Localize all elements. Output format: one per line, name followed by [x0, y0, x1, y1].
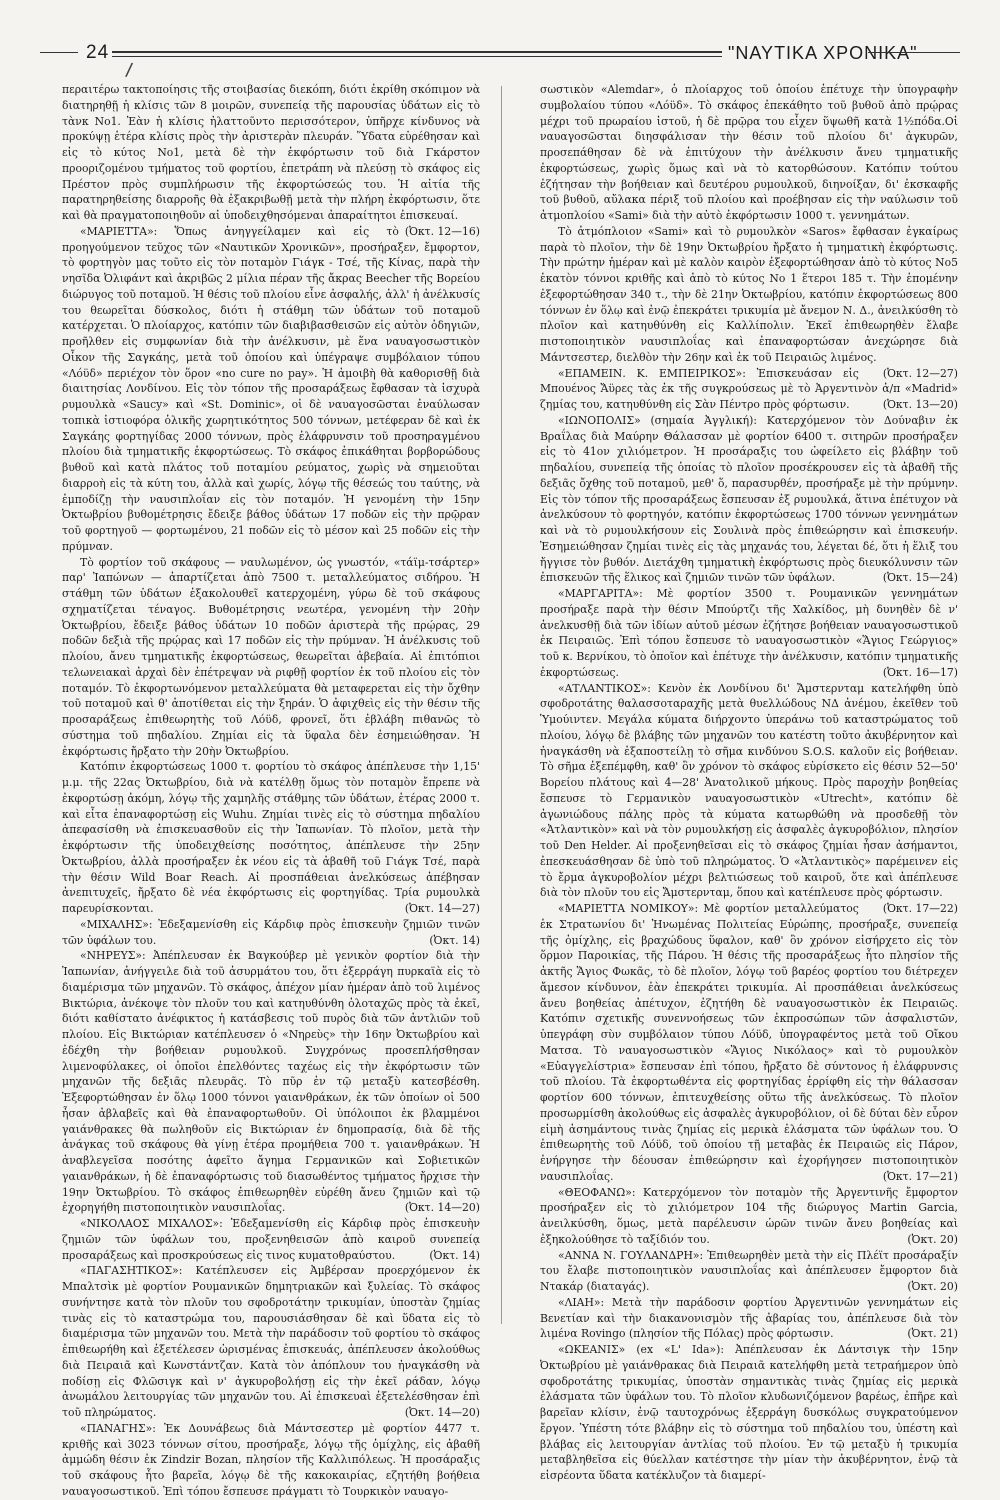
page-header [40, 38, 960, 83]
report-date: (Ὀκτ. 13—20) [882, 398, 958, 411]
article-paragraph [540, 1295, 958, 1342]
paragraph-text: «ΕΠΑΜΕΙΝ. Κ. ΕΜΠΕΙΡΙΚΟΣ»: Ἐπισκευάσαν εἰς Μπουένος Ἄϋρες τὰς ἐκ τῆς συγκρούσεως μὲ τὸ Ἀργεντινὸν ἀ/π «Madrid» ζημίας του, κατηυθύνθη εἰς Σὰν Πέντρο πρὸς φόρτωσιν. [540, 366, 958, 411]
report-date: (Ὀκτ. 16—17) [882, 665, 958, 679]
article-paragraph [62, 82, 480, 238]
handwritten-mark: / [124, 59, 134, 83]
article-paragraph [62, 948, 480, 1216]
article-paragraph [62, 1421, 480, 1500]
paragraph-text: «ΠΑΝΑΓΗΣ»: Ἐκ Δουνάβεως διὰ Μάντσεστερ μὲ φορτίον 4477 τ. κριθῆς καὶ 3023 τόννων σίτου, προσήραξε, λόγῳ τῆς ὁμίχλης, εἰς ἀβαθῆ ἀμμώδη θέσιν ἐκ Zindzir Bozan, πλησίον τῆς Καλλιπόλεως. Ἡ προσάραξις τοῦ σκάφους ἦτο βαρεῖα, λόγῳ δὲ τῆς κακοκαιρίας, εζητήθη βοήθεια ναυαγοσωστικοῦ. Ἐπὶ τόπου ἔσπευσε πράγματι τὸ Τουρκικὸν ναυαγο- [62, 1421, 480, 1498]
report-date: (Ὀκτ. 14) [429, 933, 480, 947]
paragraph-text: «ΠΑΓΑΣΗΤΙΚΟΣ»: Κατέπλευσεν εἰς Ἀμβέρσαν προερχόμενον ἐκ Μπαλτσὶκ μὲ φορτίον Ρουμανικῶν δημητριακῶν καὶ ξυλείας. Τὸ σκάφος συνήντησε κατὰ τὸν πλοῦν του σφοδροτάτην τρικυμίαν, ὑποστὰν ζημίας τινὰς εἰς τὸ καταστρώμα του, παρουσιάσθησαν δὲ καὶ ὕδατα εἰς τὸ διαμέρισμα τῶν μηχανῶν του. Μετὰ τὴν παράδοσιν τοῦ φορτίου τὸ σκάφος ἐπιθεωρήθη καὶ ἐξετέλεσεν ὡρισμένας ἐπισκευάς, ἀπέπλευσεν ἀκολούθως διὰ Πειραιᾶ καὶ Κωνστάντζαν. Κατὰ τὸν ἀπόπλουν του ἠναγκάσθη νὰ ποδίσῃ εἰς Φλῶσιγκ καὶ ν' ἀγκυροβολήσῃ εἰς τὴν ἐκεῖ ράδαν, λόγῳ ἀνωμάλου λειτουργίας τῶν μηχανῶν του. Αἱ ἐπισκευαὶ ἐξετελέσθησαν ἐπὶ τοῦ πληρώματος. [62, 1264, 480, 1419]
article-paragraph [540, 1342, 958, 1484]
right-text-column [540, 82, 958, 1482]
magazine-title: "ΝΑΥΤΙΚΑ ΧΡΟΝΙΚΑ" [728, 43, 918, 63]
paragraph-text: «ΝΙΚΟΛΑΟΣ ΜΙΧΑΛΟΣ»: Ἐδεξαμενίσθη εἰς Κάρδιφ πρὸς ἐπισκευὴν ζημιῶν τῶν ὑφάλων του, προξενηθεισῶν ἀπὸ καιροῦ συνεπείᾳ προσαράξεως καὶ προσκρούσεως εἰς τινος κυματοθραύστου. [62, 1217, 480, 1262]
report-date: (Ὀκτ. 12—16) [404, 224, 480, 238]
paragraph-text: «ΛΙΑΗ»: Μετὰ τὴν παράδοσιν φορτίου Ἀργεντινῶν γεννημάτων εἰς Βενετίαν καὶ τὴν διακανονισμὸν τῆς ἀβαρίας του, ἀπέπλευσε διὰ τὸν λιμένα Rovingo (πλησίον τῆς Πόλας) πρὸς φόρτωσιν. [540, 1295, 958, 1341]
article-paragraph [540, 586, 958, 681]
article-paragraph [62, 917, 480, 949]
paragraph-text: Κατόπιν ἐκφορτώσεως 1000 τ. φορτίου τὸ σκάφος ἀπέπλευσε τὴν 1,15' μ.μ. τῆς 22ας Ὀκτωβρίου, διὰ νὰ κατέλθῃ ὅμως τὸν ποταμὸν ἔπρεπε νὰ ἐκφορτώσῃ ἀκόμη, λόγῳ τῆς χαμηλῆς στάθμης τῶν ὑδάτων, ἑτέρας 2000 τ. καὶ εἶτα ἐπαναφορτώσῃ εἰς Wuhu. Ζημίαι τινὲς εἰς τὸ σύστημα πηδαλίου ἀπεφασίσθη νὰ ἐπισκευασθοῦν εἰς τὴν Ἰαπωνίαν. Τὸ πλοῖον, μετὰ τὴν ἐκφόρτωσιν τῆς ὑποδειχθείσης ποσότητος, ἀπέπλευσε τὴν 25ην Ὀκτωβρίου, ἀλλὰ προσήραξεν ἐκ νέου εἰς τὰ ἀβαθῆ τοῦ Γιάγκ Τσέ, παρὰ τὴν θέσιν Wild Boar Reach. Αἱ προσπάθειαι ἀνελκύσεως ἀπέβησαν ἀνεπιτυχεῖς, ἤρξατο δὲ νέα ἐκφόρτωσις εἰς φορτηγίδας. Τρία ρυμουλκὰ παρευρίσκονται. [62, 760, 480, 915]
report-date: (Ὀκτ. 20) [907, 1280, 958, 1293]
report-date: (Ὀκτ. 14—27) [404, 902, 480, 915]
paragraph-text: «ΜΙΧΑΛΗΣ»: Ἐδεξαμενίσθη εἰς Κάρδιφ πρὸς ἐπισκευὴν ζημιῶν τινῶν τῶν ὑφάλων του. [62, 917, 480, 947]
paragraph-text: «ΝΗΡΕΥΣ»: Ἀπέπλευσαν ἐκ Βαγκούβερ μὲ γενικὸν φορτίον διὰ τὴν Ἰαπωνίαν, ἀνήγγειλε διὰ τοῦ ἀσυρμάτου του, ὅτι ἐξερράγη πυρκαϊὰ εἰς τὸ διαμέρισμα τῶν μηχανῶν. Τὸ σκάφος, ἀπέχον μίαν ἡμέραν ἀπὸ τοῦ λιμένος Βικτώρια, ἀνέκοψε τὸν πλοῦν του καὶ κατηυθύνθη ὁλοταχῶς πρὸς τὰ ἐκεῖ, διότι καθίστατο ἀνέφικτος ἡ κατάσβεσις τοῦ πυρὸς διὰ τῶν ἀντλιῶν τοῦ πλοίου. Εἰς Βικτώριαν κατέπλευσεν ὁ «Νηρεὺς» τὴν 16ην Ὀκτωβρίου καὶ ἐδέχθη τὴν βοήθειαν ρυμουλκοῦ. Συγχρόνως προσεπλήσθησαν λιμενοφύλακες, οἱ ὁποῖοι ἐπελθόντες ταχέως εἰς τὴν ἐκφόρτωσιν τῶν μηχανῶν τῆς δεξιᾶς πλευρᾶς. Τὸ πῦρ ἐν τῷ μεταξὺ κατεσβέσθη. Ἐξεφορτώθησαν ἐν ὅλῳ 1000 τόννοι γαιανθράκων, ἐκ τῶν ὁποίων οἱ 500 ἦσαν ἀβλαβεῖς καὶ θὰ ἐπαναφορτωθοῦν. Οἱ ὑπόλοιποι ἐκ βλαμμένοι γαιάνθρακες θὰ πωληθοῦν εἰς Βικτώριαν ἐν δημοπρασίᾳ, διὰ δὲ τῆς ἀνάγκας τοῦ σκάφους θὰ γίνῃ ἑτέρα προμήθεια 700 τ. γαιανθράκων. Ἡ ἀναβλεγεῖσα ποσότης ἀφεῖτο ἄγημα Γερμανικῶν καὶ Σοβιετικῶν γαιανθράκων, ἡ δὲ ἐπαναφόρτωσις τοῦ διασωθέντος τμήματος ἤρχισε τὴν 19ην Ὀκτωβρίου. Τὸ σκάφος ἐπιθεωρηθὲν εὑρέθη ἄνευ ζημιῶν καὶ τῷ ἐχορηγήθη πιστοποιητικὸν ναυσιπλοΐας. [62, 949, 480, 1215]
header-rule-right [868, 52, 960, 53]
article-paragraph [540, 1248, 958, 1295]
article-paragraph [540, 1185, 958, 1248]
paragraph-text: «ΑΤΛΑΝΤΙΚΟΣ»: Κενὸν ἐκ Λονδίνου δι' Ἄμστερνταμ κατελήφθη ὑπὸ σφοδροτάτης θαλασσοταραχῆς μετὰ θυελλώδους ΝΔ ἀνέμου, ἐκεῖθεν τοῦ Ὑμούιντεν. Μεγάλα κύματα διήρχοντο ὑπεράνω τοῦ καταστρώματος τοῦ πλοίου, λόγῳ δὲ βλάβης τῶν μηχανῶν του κατέστη τοῦτο ἀκυβέρνητον καὶ ἠναγκάσθη νὰ ἐξαποστείλῃ τὸ σῆμα κινδύνου S.O.S. καλοῦν εἰς βοήθειαν. Τὸ σῆμα ἐξεπέμφθη, καθ' ὃν χρόνον τὸ σκάφος εὑρίσκετο εἰς θέσιν 52—50' Βορείου πλάτους καὶ 4—28' Ἀνατολικοῦ μήκους. Πρὸς παροχὴν βοηθείας ἔσπευσε τὸ Γερμανικὸν ναυαγοσωστικὸν «Utrecht», κατόπιν δὲ ἀγωνιώδους πάλης πρὸς τὰ κύματα κατωρθώθη νὰ προσδεθῇ τὸν «Ἀτλαντικὸν» καὶ νὰ τὸν ρυμουλκήσῃ εἰς ἀσφαλὲς ἀγκυροβόλιον, πλησίον τοῦ Den Helder. Αἱ προξενηθεῖσαι εἰς τὸ σκάφος ζημίαι ἦσαν ἀσήμαντοι, ἐπεσκευάσθησαν δὲ ὑπὸ τοῦ πληρώματος. Ὁ «Ἀτλαντικὸς» παρέμεινεν εἰς τὸ ἔρμα ἀγκυροβολίον μέχρι βελτιώσεως τοῦ καιροῦ, ὅτε καὶ ἀπέπλευσε διὰ τὸν πλοῦν του εἰς Ἄμστερνταμ, ὅπου καὶ κατέπλευσε πρὸς φόρτωσιν. [540, 681, 958, 900]
report-date: (Ὀκτ. 12—27) [882, 366, 958, 380]
paragraph-text: «ΙΩΝΟΠΟΛΙΣ» (σημαία Ἀγγλική): Κατερχόμενον τὸν Δούναβιν ἐκ Βραΐλας διὰ Μαύρην Θάλασσαν μὲ φορτίον 6400 τ. σιτηρῶν προσήραξεν εἰς τὸ 41ον χιλιόμετρον. Ἡ προσάραξις του ὠφείλετο εἰς βλάβην τοῦ πηδαλίου, συνεπείᾳ τῆς ὁποίας τὸ πλοῖον προσέκρουσεν εἰς τὰ ἀβαθῆ τῆς δεξιᾶς ὄχθης τοῦ ποταμοῦ, μεθ' ὅ, παρασυρθέν, προσήραξε μὲ τὴν πρύμνην. Εἰς τὸν τόπον τῆς προσαράξεως ἔσπευσαν ἐξ ρυμουλκά, ἅτινα ἐπέτυχον νὰ ἀνελκύσουν τὸ φορτηγόν, κατόπιν ἐκφορτώσεως 1700 τόννων γεννημάτων καὶ νὰ τὸ ρυμουλκήσουν εἰς Σουλινὰ πρὸς ἐπιθεώρησιν καὶ ἐπισκευήν. Ἐσημειώθησαν ζημίαι τινὲς εἰς τὰς μηχανάς του, λέγεται δέ, ὅτι ἡ ἕλιξ του ἤγγισε τὸν βυθόν. Διετάχθη τμηματικὴ ἐκφόρτωσις πρὸς διευκόλυνσιν τῶν ἐπισκευῶν τῆς ἕλικος καὶ ζημιῶν τινῶν τῶν ὑφάλων. [540, 413, 958, 585]
header-rule-middle-thin [112, 56, 722, 57]
paragraph-text: «ΜΑΡΙΕΤΤΑ ΝΟΜΙΚΟΥ»: Μὲ φορτίον μεταλλεύματος ἐκ Στρατωνίου δι' Ἡνωμένας Πολιτείας Εὐρώπης, προσήραξε, συνεπείᾳ τῆς ὁμίχλης, εἰς βραχώδους ὕφαλον, καθ' ὃν χρόνον εἰσήρχετο εἰς τὸν ὅρμον Παροικίας, τῆς Πάρου. Ἡ θέσις τῆς προσαράξεως ἦτο πλησίον τῆς ἀκτῆς Ἅγιος Φωκᾶς, τὸ δὲ πλοῖον, λόγῳ τοῦ βαρέος φορτίου του διέτρεχεν ἄμεσον κίνδυνον, ἐὰν ἐπεκράτει τρικυμία. Αἱ προσπάθειαι ἀνελκύσεως ἄνευ βοηθείας ἀπέτυχον, ἐζητήθη δὲ ναυαγοσωστικὸν ἐκ Πειραιῶς. Κατόπιν σχετικῆς συνεννοήσεως τῶν ἐκπροσώπων τῶν ἀσφαλιστῶν, ὑπεγράφη σὺν συμβόλαιον τύπου Λόϋδ, ὑπογραφέντος μετὰ τοῦ Οἴκου Ματσα. Τὸ ναυαγοσωστικὸν «Ἅγιος Νικόλαος» καὶ τὸ ρυμουλκὸν «Εὐαγγελίστρια» ἔσπευσαν ἐπὶ τόπου, ἤρξατο δὲ σύντονος ἡ ἐλάφρυνσις τοῦ πλοίου. Τὰ ἐκφορτωθέντα εἰς φορτηγίδας ἐρρίφθη εἰς τὴν θάλασσαν φορτίον 600 τόννων, ἐπιτευχθείσης οὕτω τῆς ἀνελκύσεως. Τὸ πλοῖον προσωρμίσθη ἀκολούθως εἰς ἀσφαλὲς ἀγκυροβόλιον, οἱ δὲ δύται δὲν εὗρον εἰμὴ ἀσημάντους τινὰς ζημίας εἰς μερικὰ ἐλάσματα τῶν ὑφάλων του. Ὁ ἐπιθεωρητὴς τοῦ Λόϋδ, τοῦ ὁποίου τῇ μεταβὰς ἐκ Πειραιῶς εἰς Πάρον, ἐνήργησε τὴν δέουσαν ἐπιθεώρησιν καὶ ἐχορήγησεν πιστοποιητικὸν ναυσιπλοΐας. [540, 902, 958, 1183]
header-rule-middle [112, 51, 722, 53]
paragraph-text: «ΘΕΟΦΑΝΩ»: Κατερχόμενον τὸν ποταμὸν τῆς Ἀργεντινῆς ἔμφορτον προσήραξεν εἰς τὸ χιλιόμετρον 104 τῆς διώρυγος Martin Garcia, ἀνειλκύσθη, ὅμως, μετὰ παρέλευσιν ὡρῶν τινῶν ἄνευ βοηθείας καὶ ἐξηκολούθησε τὸ ταξίδιόν του. [540, 1185, 958, 1246]
article-paragraph [540, 82, 958, 224]
report-date: (Ὀκτ. 15—24) [882, 571, 958, 585]
paragraph-text: «ΜΑΡΓΑΡΙΤΑ»: Μὲ φορτίον 3500 τ. Ρουμανικῶν γεννημάτων προσήραξε παρὰ τὴν θέσιν Μπούρτζι τῆς Χαλκίδος, μὴ δυνηθὲν δὲ ν' ἀνελκυσθῇ διὰ τῶν ἰδίων αὐτοῦ μέσων ἐζήτησε βοήθειαν ναυαγοσωστικοῦ ἐκ Πειραιῶς. Ἐπὶ τόπου ἔσπευσε τὸ ναυαγοσωστικὸν «Ἅγιος Γεώργιος» τοῦ κ. Βερνίκου, τὸ ὁποῖον καὶ ἐπέτυχε τὴν ἀνέλκυσιν, κατόπιν τμηματικῆς ἐκφορτώσεως. [540, 587, 958, 679]
paragraph-text: «ΩΚΕΑΝΙΣ» (ex «L' Ida»): Ἀπέπλευσαν ἐκ Δάντσιγκ τὴν 15ην Ὀκτωβρίου μὲ γαιάνθρακας διὰ Πειραιᾶ κατελήφθη μετὰ τετραήμερον ὑπὸ σφοδροτάτης τρικυμίας, ὑποστὰν σημαντικὰς τινὰς ζημίας εἰς μερικὰ ἐλάσματα τῶν ὑφάλων του. Τὸ πλοῖον κλυδωνιζόμενον βαρέως, ἐπῆρε καὶ βαρεῖαν κλίσιν, ἐνῷ ταυτοχρόνως ἐξερράγη δυσκόλως συγκρατούμενον ἔργον. Ὑπέστη τότε βλάβην εἰς τὸ σύστημα τοῦ πηδαλίου του, ὑπέστη καὶ βλάβας εἰς λειτουργίαν ἀντλίας τοῦ πλοίου. Ἐν τῷ μεταξὺ ἡ τρικυμία μεταβληθεῖσα εἰς θύελλαν κατέστησε τὴν μίαν τὴν ἀκυβέρνητον, ἐνῷ τὰ εἰσρέοντα ὕδατα κατέκλυζον τὰ διαμερί- [540, 1343, 958, 1482]
article-paragraph [540, 413, 958, 586]
article-paragraph [62, 759, 480, 917]
article-paragraph [62, 224, 480, 555]
left-text-column [62, 82, 480, 1498]
report-date: (Ὀκτ. 17—21) [882, 1169, 958, 1183]
paragraph-text: Τὸ φορτίον τοῦ σκάφους — ναυλωμένον, ὡς γνωστόν, «τάϊμ-τσάρτερ» παρ' Ἰαπώνων — ἀπαρτίζεται ἀπὸ 7500 τ. μεταλλεύματος σιδήρου. Ἡ στάθμη τῶν ὑδάτων ἐξακολουθεῖ κατερχομένη, γύρω δὲ τοῦ σκάφους σχηματίζεται τέναγος. Βυθομέτρησις νεωτέρα, γενομένη τὴν 20ὴν Ὀκτωβρίου, ἔδειξε βάθος ὑδάτων 10 ποδῶν ἀριστερὰ τῆς πρῴρας, 29 ποδῶν δεξιὰ τῆς πρῴρας καὶ 17 ποδῶν εἰς τὴν πρύμναν. Ἡ ἀνέλκυσις τοῦ πλοίου, ἄνευ τμηματικῆς ἐκφορτώσεως, θεωρεῖται ἀβεβαία. Αἱ ἐπιτόπιοι τελωνειακαὶ ἀρχαὶ δὲν ἐπέτρεψαν νὰ ριφθῇ φορτίον ἐκ τοῦ πλοίου εἰς τὸν ποταμόν. Τὸ ἐκφορτωνόμενον μεταλλεύματα θὰ μεταφερεται εἰς τὴν ὄχθην τοῦ ποταμοῦ καὶ θ' ἀποτίθεται εἰς τὴν ξηράν. Ὁ ἀφιχθεὶς εἰς τὴν θέσιν τῆς προσαράξεως ἐπιθεωρητὴς τοῦ Λόϋδ, φρονεῖ, ὅτι ἐβλάβη πιθανῶς τὸ σύστημα τοῦ πηδαλίου. Ζημίαι εἰς τὰ ὕφαλα δὲν ἐσημειώθησαν. Ἡ ἐκφόρτωσις ἤρξατο τὴν 20ὴν Ὀκτωβρίου. [62, 555, 480, 758]
article-paragraph [540, 224, 958, 380]
report-date: (Ὀκτ. 14) [429, 1248, 480, 1262]
paragraph-text: «ΜΑΡΙΕΤΤΑ»: Ὅπως ἀνηγγείλαμεν καὶ εἰς τὸ προηγούμενον τεῦχος τῶν «Ναυτικῶν Χρονικῶν», προσήραξεν, ἔμφορτον, τὸ φορτηγὸν μας τοῦτο εἰς τὸν ποταμὸν Γιάγκ - Τσέ, τῆς Κίνας, παρὰ τὴν νησῖδα Ὀλιφάντ καὶ ἀκριβῶς 2 μίλια πέραν τῆς ἄκρας Beecher τῆς Βορείου διώρυγος τοῦ ποταμοῦ. Ἡ θέσις τοῦ πλοίου εἶνε ἀσφαλής, ἀλλ' ἡ ἀνέλκυσίς του θεωρεῖται δύσκολος, διότι ἡ στάθμη τῶν ὑδάτων τοῦ ποταμοῦ κατέρχεται. Ὁ πλοίαρχος, κατόπιν τῶν διαβιβασθεισῶν εἰς αὐτὸν ὁδηγιῶν, προῆλθεν εἰς συμφωνίαν διὰ τὴν ἀνέλκυσιν, μὲ ἕνα ναυαγοσωστικὸν Οἶκον τῆς Σαγκάης, μετὰ τοῦ ὁποίου καὶ ὑπέγραψε συμβόλαιον τύπου «Λόϋδ» περιέχον τὸν ὅρον «no cure no pay». Ἡ ἀμοιβὴ θὰ καθορισθῇ διὰ διαιτησίας Λονδίνου. Εἰς τὸν τόπον τῆς προσαράξεως ἔφθασαν τὰ ἰσχυρὰ ρυμουλκὰ «Saucy» καὶ «St. Dominic», οἱ δὲ ναυαγοσῶσται ἐναύλωσαν τοπικὰ ἱστιοφόρα ὁλικῆς χωρητικότητος 500 τόννων, μετέφεραν δὲ καὶ ἐκ Σαγκάης φορτηγίδας 2000 τόννων, πρὸς ἐλάφρυνσιν τοῦ προσηραγμένου πλοίου διὰ τμηματικῆς ἐκφορτώσεως. Τὸ σκάφος ἐπικάθηται βορβορώδους βυθοῦ καὶ κατὰ πλάτος τοῦ ποταμίου ρεύματος, χωρὶς νὰ σημειοῦται διαρροὴ εἰς τὰ κύτη του, ἀλλὰ καὶ χωρίς, λόγῳ τῆς θέσεώς του ταύτης, νὰ ἐμποδίζῃ τὴν ναυσιπλοΐαν εἰς τὸν ποταμόν. Ἡ γενομένη τὴν 15ην Ὀκτωβρίου βυθομέτρησις ἔδειξε βάθος ὑδάτων 17 ποδῶν εἰς τὴν πρῷραν τοῦ φορτηγοῦ — φορτωμένου, 21 ποδῶν εἰς τὸ μέσον καὶ 25 ποδῶν εἰς τὴν πρύμναν. [62, 224, 480, 553]
article-paragraph [62, 1216, 480, 1263]
report-date: (Ὀκτ. 14—20) [404, 1201, 480, 1215]
paragraph-text: Τὸ ἀτμόπλοιον «Sami» καὶ τὸ ρυμουλκὸν «Saros» ἔφθασαν ἐγκαίρως παρὰ τὸ πλοῖον, τὴν δὲ 19ην Ὀκτωβρίου ἤρξατο ἡ τμηματικὴ ἐκφόρτωσις. Τὴν πρώτην ἡμέραν καὶ μὲ καλὸν καιρὸν ἐξεφορτώθησαν ἀπὸ τὸ κύτος Νο5 ἑκατὸν τόννοι κριθῆς καὶ ἀπὸ τὸ κύτος Νο 1 ἕτεροι 185 τ. Τὴν ἑπομένην ἐξεφορτώθησαν 340 τ., τὴν δὲ 21ην Ὀκτωβρίου, κατόπιν ἐκφορτώσεως 800 τόννων ἐν ὅλῳ καὶ ἐνῷ ἐπεκράτει τρικυμία μὲ ἄνεμον Ν. Δ., ἀνειλκύσθη τὸ πλοῖον καὶ κατηυθύνθη εἰς Καλλίπολιν. Ἐκεῖ ἐπιθεωρηθὲν ἔλαβε πιστοποιητικὸν ναυσιπλοΐας καὶ ἐπαναφορτώσαν ἀνεχώρησε διὰ Μάντσεστερ, διελθὸν τὴν 26ην καὶ ἐκ τοῦ Πειραιῶς λιμένος. [540, 224, 958, 364]
paragraph-text: σωστικὸν «Alemdar», ὁ πλοίαρχος τοῦ ὁποίου ἐπέτυχε τὴν ὑπογραφὴν συμβολαίου τύπου «Λόϋδ». Τὸ σκάφος ἐπεκάθητο τοῦ βυθοῦ ἀπὸ πρῴρας μέχρι τοῦ πρωραίου ἱστοῦ, ἡ δὲ πρῷρα του εἶχεν ὕψωθῆ κατὰ 1½πόδα.Οἱ ναυαγοσῶσται διησφάλισαν τὴν θέσιν τοῦ πλοίου δι' ἀγκυρῶν, προσεπάθησαν δὲ νὰ ἐπιτύχουν τὴν ἀνέλκυσιν ἄνευ τμηματικῆς ἐκφορτώσεως, χωρὶς ὅμως καὶ νὰ τὸ κατορθώσουν. Κατόπιν τούτου ἐζήτησαν τὴν βοήθειαν καὶ δευτέρου ρυμουλκοῦ, διηνοίξαν, δι' ἐκσκαφῆς τοῦ βυθοῦ, αὔλακα πέριξ τοῦ πλοίου καὶ προέβησαν εἰς τὴν ναύλωσιν τοῦ ἀτμοπλοίου «Sami» διὰ τὴν αὐτὸ ἐκφόρτωσιν 1000 τ. γεννημάτων. [540, 83, 958, 222]
paragraph-text: «ΑΝΝΑ Ν. ΓΟΥΛΑΝΔΡΗ»: Ἐπιθεωρηθὲν μετὰ τὴν εἰς Πλέϊτ προσάραξίν του ἔλαβε πιστοποιητικὸν ναυσιπλοΐας καὶ ἀπέπλευσεν ἔμφορτον διὰ Ντακάρ (διαταγάς). [540, 1248, 958, 1293]
article-paragraph [62, 555, 480, 760]
report-date: (Ὀκτ. 14—20) [404, 1406, 480, 1419]
article-paragraph [540, 901, 958, 1185]
paragraph-text: περαιτέρω τακτοποίησις τῆς στοιβασίας διεκόπη, διότι ἐκρίθη σκόπιμον νὰ διατηρηθῇ ἡ κλίσις τῶν 8 μοιρῶν, συνεπείᾳ τῆς παρουσίας ὑδάτων εἰς τὸ τὰνκ Νο1. Ἐὰν ἡ κλίσις ἠλαττοῦντο περισσότερον, ὑπῆρχε κίνδυνος νὰ προκύψῃ ἑτέρα κλίσις πρὸς τὴν ἀριστερὰν πλευράν. Ὕδατα εὑρέθησαν καὶ εἰς τὸ κύτος Νο1, μετὰ δὲ τὴν ἐκφόρτωσιν τοῦ διὰ Γκάρστον προοριζομένου τμήματος τοῦ φορτίου, ἐπετράπη νὰ πλεύσῃ τὸ σκάφος εἰς Πρέστον πρὸς συμπλήρωσιν τῆς ἐκφορτώσεώς του. Ἡ αἰτία τῆς παρατηρηθείσης διαρροῆς θὰ ἐξακριβωθῇ μετὰ τὴν πλήρη ἐκφόρτωσιν, ὅτε καὶ θὰ πραγματοποιηθοῦν αἱ ὑποδειχθησόμεναι ἀπαραίτητοι ἐπισκευαί. [62, 83, 480, 222]
report-date: (Ὀκτ. 20) [907, 1232, 958, 1246]
report-date: (Ὀκτ. 21) [907, 1327, 958, 1341]
page-number: 24 [86, 42, 110, 63]
article-paragraph [62, 1263, 480, 1421]
header-rule-left [40, 52, 78, 53]
article-paragraph [540, 681, 958, 915]
column-divider [501, 86, 502, 1324]
report-date: (Ὀκτ. 17—22) [882, 902, 958, 915]
